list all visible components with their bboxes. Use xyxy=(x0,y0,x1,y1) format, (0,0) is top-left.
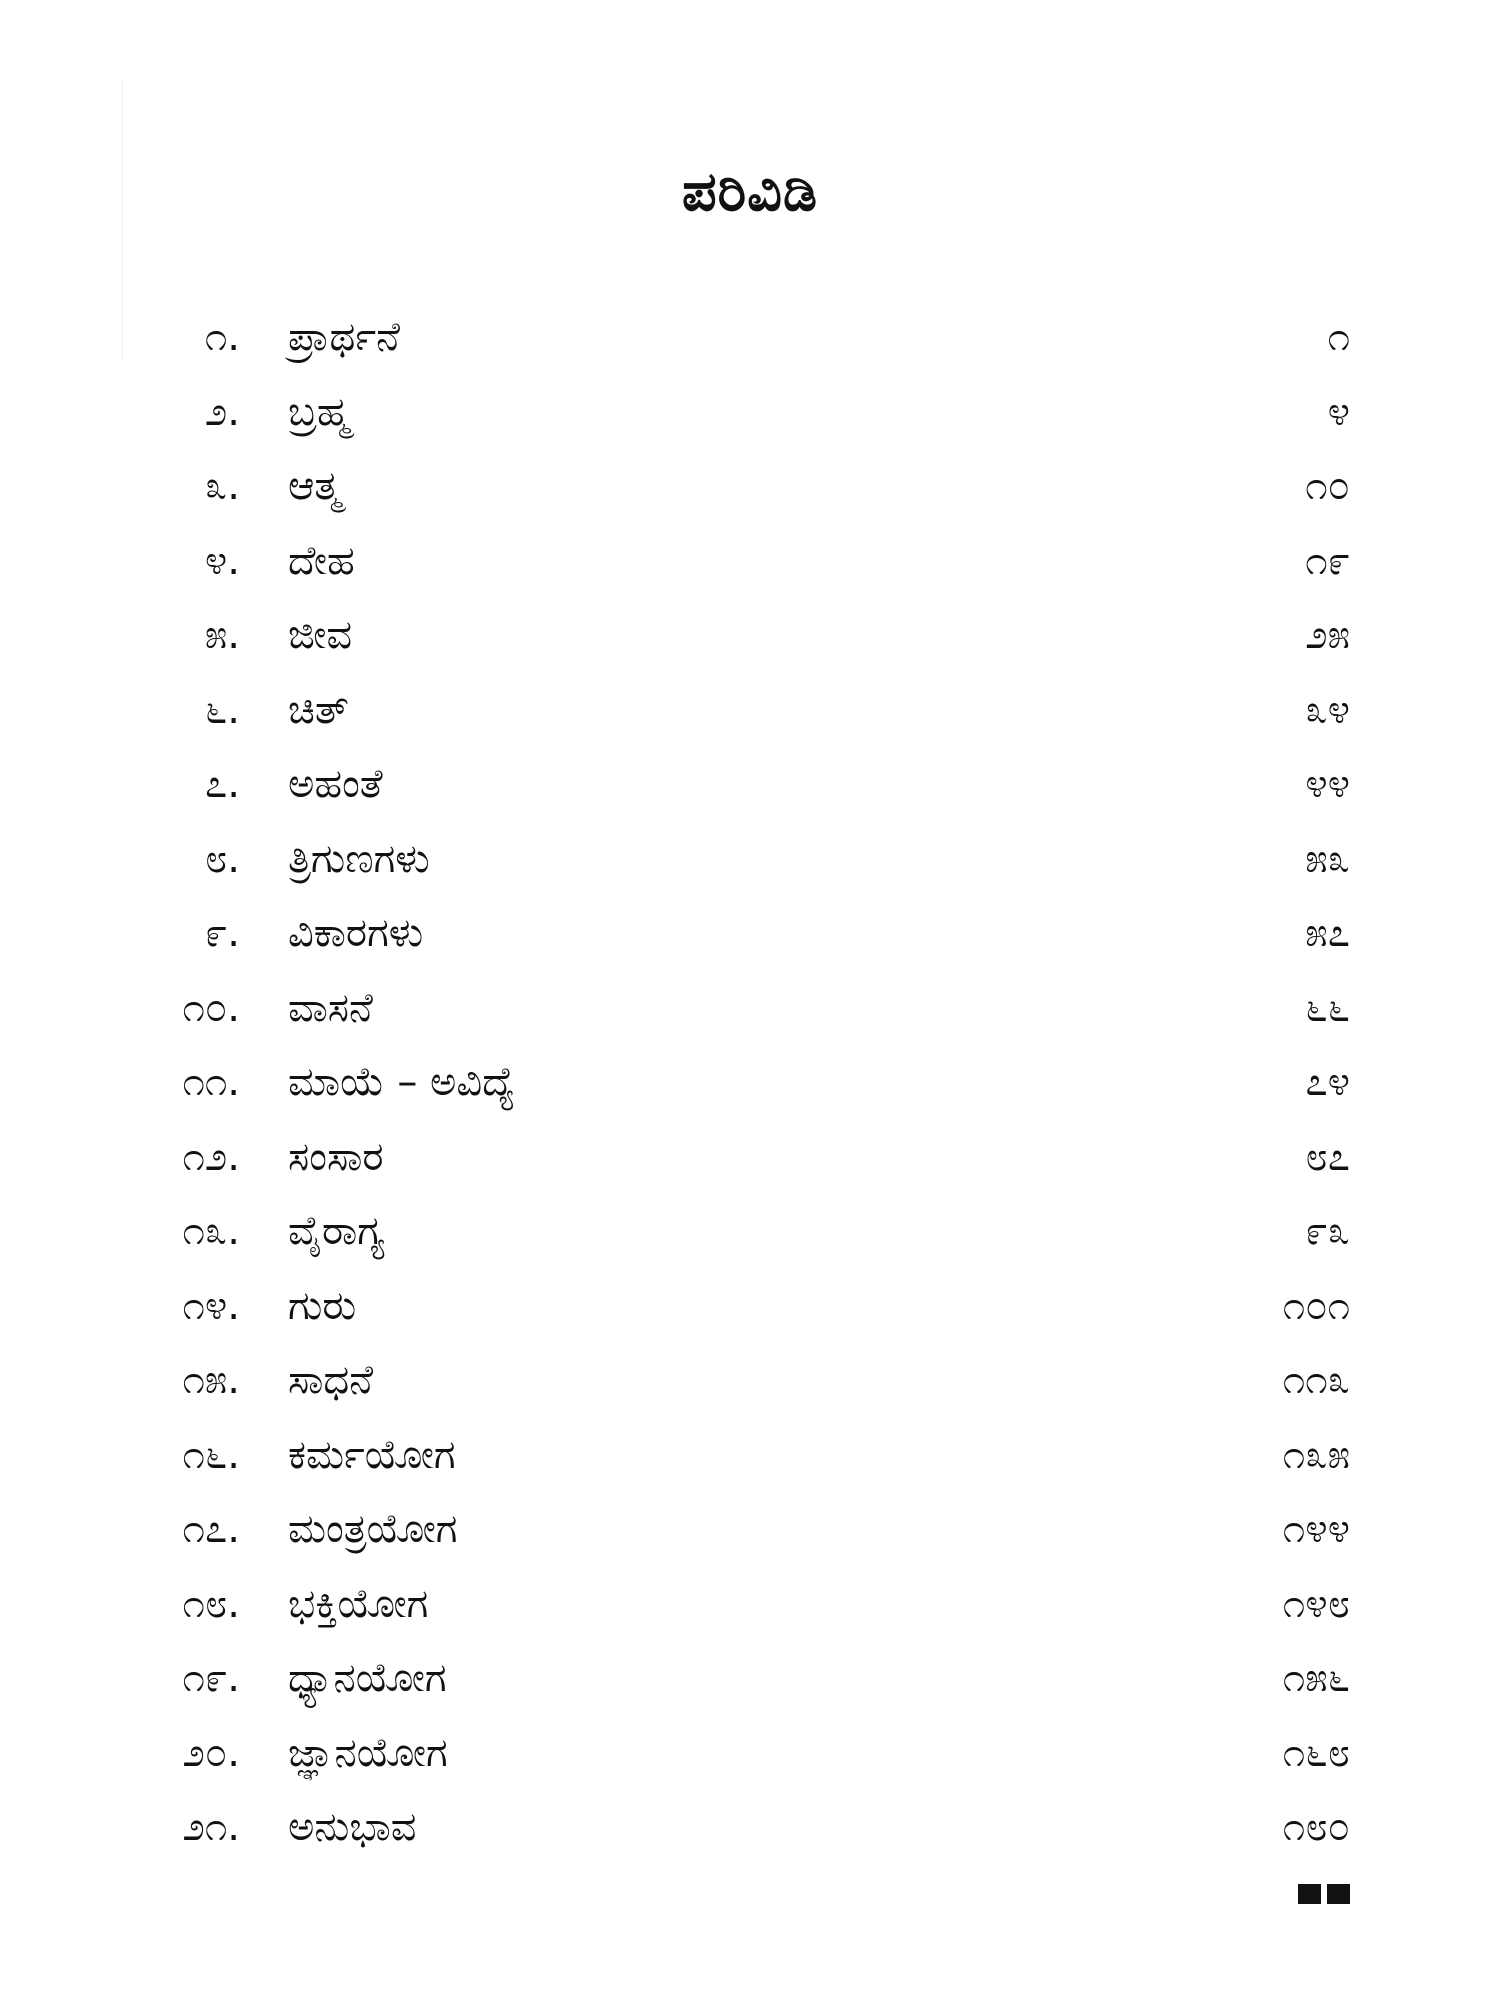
toc-entry-page: ೧೧೩ xyxy=(1282,1357,1350,1403)
toc-entry-title: ವೈರಾಗ್ಯ xyxy=(288,1208,385,1254)
toc-entry xyxy=(0,1418,1500,1493)
toc-entry xyxy=(0,1641,1500,1716)
end-mark-block xyxy=(1298,1884,1321,1904)
table-of-contents xyxy=(0,300,1500,1865)
toc-entry-page: ೯೩ xyxy=(1305,1208,1350,1254)
toc-entry xyxy=(0,1790,1500,1865)
toc-entry-title: ಕರ್ಮಯೋಗ xyxy=(288,1431,456,1478)
toc-entry-page: ೬೬ xyxy=(1305,984,1350,1031)
toc-entry-page: ೭೪ xyxy=(1305,1059,1350,1105)
toc-entry-page: ೪ xyxy=(1327,388,1350,435)
toc-entry-title: ಜ್ಞಾನಯೋಗ xyxy=(288,1729,448,1776)
toc-entry xyxy=(0,1269,1500,1344)
toc-entry-page: ೧೦೧ xyxy=(1282,1282,1350,1329)
toc-entry-title: ದೇಹ xyxy=(288,537,355,584)
toc-entry-number: ೮. xyxy=(204,835,240,882)
toc-entry-number: ೧೧. xyxy=(182,1059,240,1105)
toc-entry xyxy=(0,375,1500,450)
toc-entry-page: ೧ xyxy=(1327,314,1350,360)
toc-entry xyxy=(0,822,1500,897)
toc-entry xyxy=(0,1343,1500,1418)
toc-entry-page: ೧೪೪ xyxy=(1282,1506,1350,1552)
toc-entry-page: ೫೭ xyxy=(1305,910,1350,956)
toc-entry-number: ೨೦. xyxy=(182,1729,240,1776)
toc-entry-title: ಮಾಯೆ – ಅವಿದ್ಯೆ xyxy=(288,1059,516,1105)
toc-entry-number: ೧. xyxy=(204,314,240,360)
toc-entry-number: ೨. xyxy=(204,388,240,435)
toc-entry-number: ೨೧. xyxy=(182,1804,240,1850)
toc-entry-number: ೧೨. xyxy=(182,1133,240,1180)
toc-entry xyxy=(0,1492,1500,1567)
toc-entry xyxy=(0,1194,1500,1269)
toc-entry-page: ೫೩ xyxy=(1305,835,1350,882)
toc-entry-title: ಸಂಸಾರ xyxy=(288,1133,384,1180)
toc-entry-title: ಮಂತ್ರಯೋಗ xyxy=(288,1506,458,1552)
toc-entry-page: ೨೫ xyxy=(1305,612,1350,658)
toc-entry-page: ೮೭ xyxy=(1305,1133,1350,1180)
toc-entry-title: ವಾಸನೆ xyxy=(288,984,373,1031)
toc-entry-number: ೧೪. xyxy=(182,1282,240,1329)
toc-entry-number: ೧೮. xyxy=(182,1580,240,1627)
toc-entry-title: ಧ್ಯಾನಯೋಗ xyxy=(288,1655,447,1701)
end-mark-block xyxy=(1327,1884,1350,1904)
toc-entry-number: ೩. xyxy=(204,463,240,509)
toc-entry-title: ತ್ರಿಗುಣಗಳು xyxy=(288,835,430,882)
toc-entry-title: ವಿಕಾರಗಳು xyxy=(288,910,424,956)
toc-entry xyxy=(0,747,1500,822)
toc-entry-title: ಚಿತ್ xyxy=(288,686,350,733)
toc-entry-title: ಸಾಧನೆ xyxy=(288,1357,374,1403)
page-title: ಪರಿವಿಡಿ xyxy=(682,160,818,223)
toc-entry xyxy=(0,1716,1500,1791)
toc-entry-number: ೧೦. xyxy=(182,984,240,1031)
end-mark xyxy=(1298,1884,1350,1904)
toc-entry xyxy=(0,449,1500,524)
toc-entry-number: ೯. xyxy=(204,910,240,956)
toc-entry-page: ೧೪೮ xyxy=(1282,1580,1350,1627)
toc-entry-number: ೧೬. xyxy=(182,1431,240,1478)
toc-entry-number: ೧೯. xyxy=(182,1655,240,1701)
toc-entry xyxy=(0,896,1500,971)
toc-entry-page: ೧೫೬ xyxy=(1282,1655,1350,1701)
toc-entry-title: ಬ್ರಹ್ಮ xyxy=(288,388,350,435)
toc-entry-number: ೫. xyxy=(204,612,240,658)
toc-entry xyxy=(0,300,1500,375)
toc-entry-number: ೭. xyxy=(204,761,240,807)
toc-entry-number: ೧೫. xyxy=(182,1357,240,1403)
toc-entry-number: ೧೩. xyxy=(182,1208,240,1254)
toc-entry-page: ೧೬೮ xyxy=(1282,1729,1350,1776)
toc-entry-page: ೧೩೫ xyxy=(1282,1431,1350,1478)
toc-entry xyxy=(0,524,1500,599)
toc-entry-page: ೩೪ xyxy=(1305,686,1350,733)
toc-entry-title: ಅಹಂತೆ xyxy=(288,761,383,807)
toc-entry xyxy=(0,971,1500,1046)
toc-entry-page: ೧೯ xyxy=(1305,537,1350,584)
toc-entry-page: ೪೪ xyxy=(1305,761,1350,807)
toc-entry xyxy=(0,1567,1500,1642)
toc-entry-title: ಗುರು xyxy=(288,1282,357,1329)
toc-entry-title: ಆತ್ಮ xyxy=(288,463,342,509)
toc-entry-number: ೧೭. xyxy=(182,1506,240,1552)
toc-entry xyxy=(0,598,1500,673)
toc-entry xyxy=(0,673,1500,748)
toc-entry-number: ೪. xyxy=(204,537,240,584)
toc-entry-title: ಭಕ್ತಿಯೋಗ xyxy=(288,1580,429,1627)
toc-entry-page: ೧೦ xyxy=(1305,463,1350,509)
toc-entry-number: ೬. xyxy=(204,686,240,733)
toc-entry-title: ಪ್ರಾರ್ಥನೆ xyxy=(288,314,400,360)
toc-entry-title: ಜೀವ xyxy=(288,612,353,658)
toc-entry-title: ಅನುಭಾವ xyxy=(288,1804,417,1850)
toc-entry-page: ೧೮೦ xyxy=(1282,1804,1350,1850)
toc-entry xyxy=(0,1120,1500,1195)
toc-entry xyxy=(0,1045,1500,1120)
